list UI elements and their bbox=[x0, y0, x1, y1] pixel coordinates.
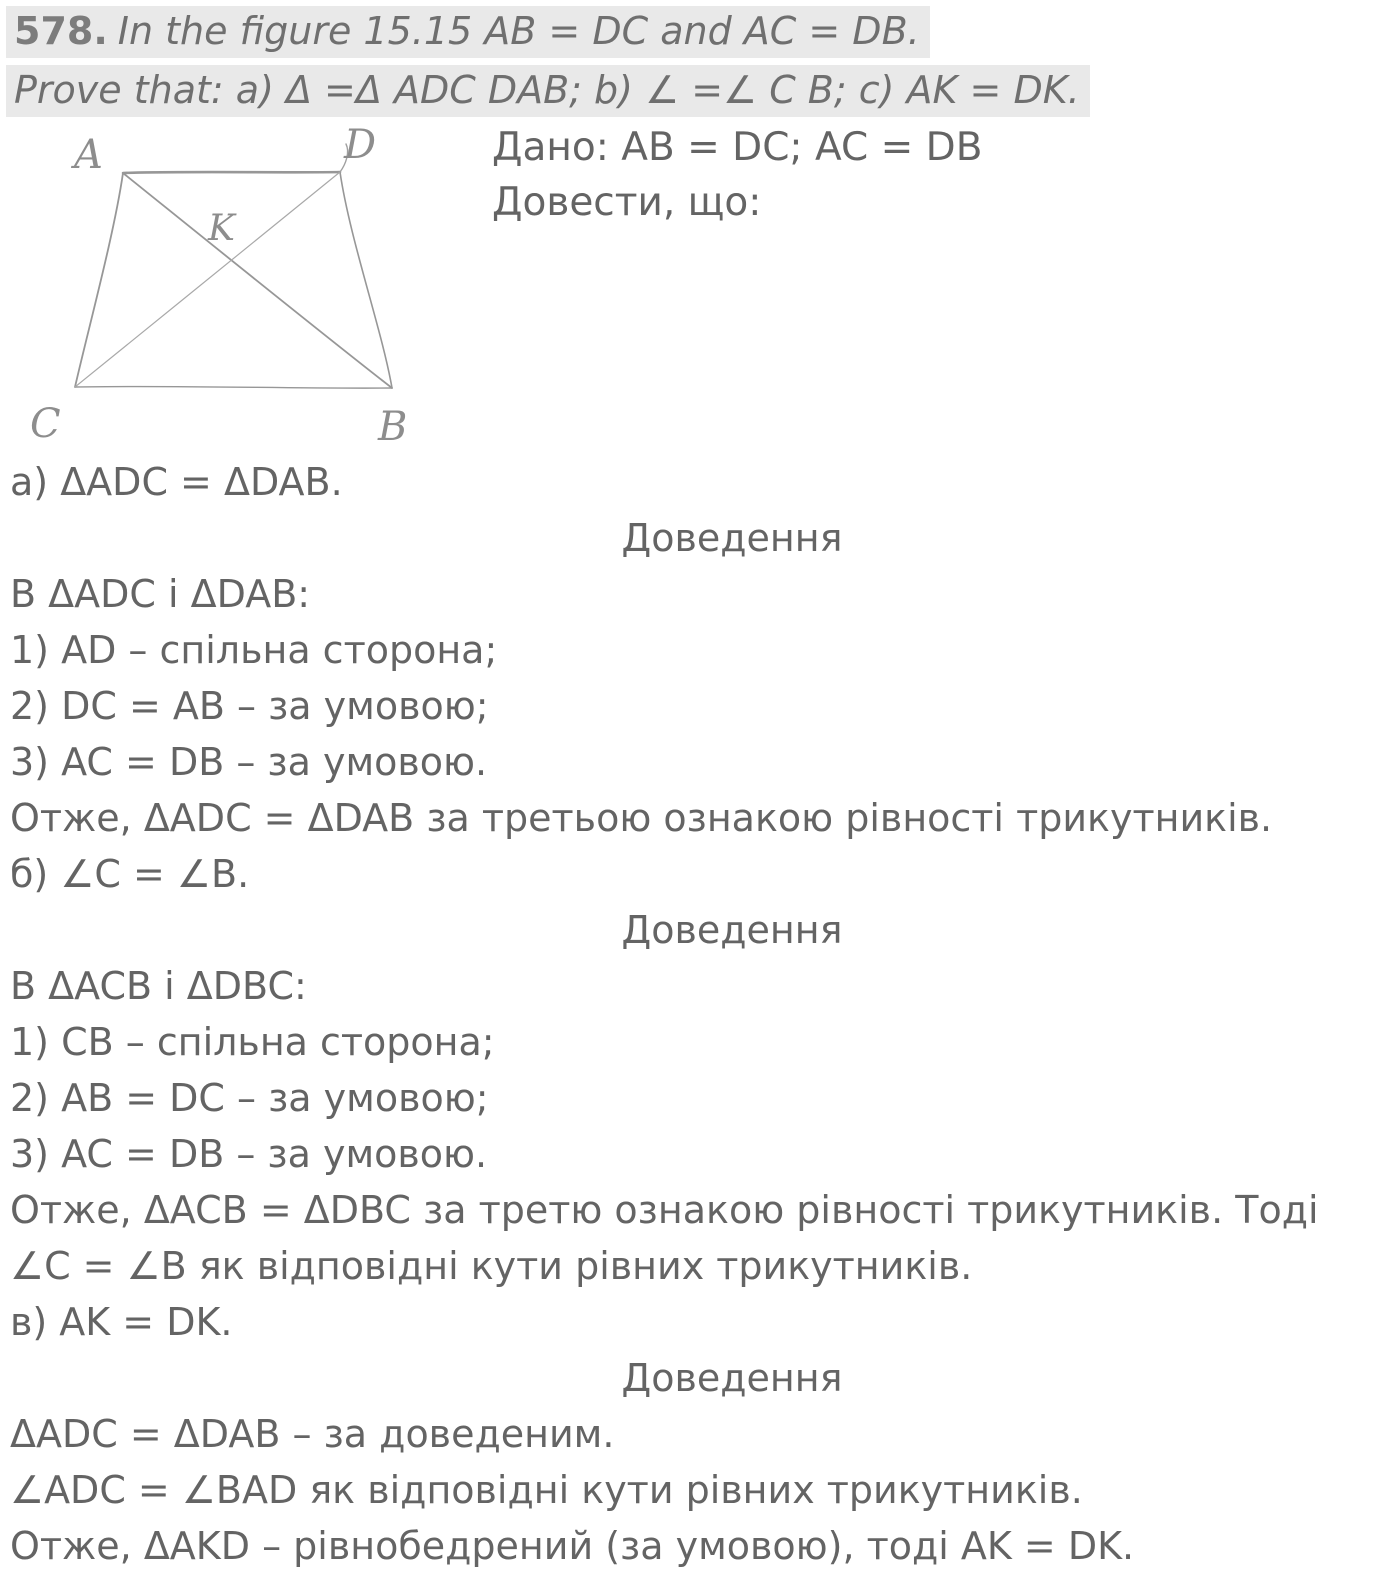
solution-line: а) ΔADC = ΔDAB. bbox=[10, 460, 343, 504]
solution-line: Отже, ΔADC = ΔDAB за третьою ознакою рівності трикутників. bbox=[10, 796, 1273, 840]
side-DB bbox=[340, 172, 392, 388]
solution-line: 2) DC = AB – за умовою; bbox=[10, 684, 489, 728]
solution-line: ∠C = ∠B як відповідні кути рівних трикутників. bbox=[10, 1244, 973, 1288]
proof-heading: Доведення bbox=[621, 516, 843, 560]
intersection-label-K: K bbox=[208, 208, 235, 249]
solution-line: 1) CB – спільна сторона; bbox=[10, 1020, 495, 1064]
vertex-label-A: A bbox=[74, 132, 103, 178]
solution-line: Отже, ΔACB = ΔDBC за третю ознакою рівності трикутників. Тоді bbox=[10, 1188, 1319, 1232]
problem-statement-line1 bbox=[6, 6, 930, 58]
geometry-figure bbox=[20, 108, 440, 453]
proof-heading: Доведення bbox=[621, 1356, 843, 1400]
given-block bbox=[492, 120, 982, 230]
problem-number: 578. bbox=[14, 9, 108, 53]
solution-text bbox=[10, 454, 1378, 1574]
vertex-label-B: B bbox=[378, 404, 408, 450]
problem-statement-line2: Prove that: a) Δ =Δ ADC DAB; b) ∠ =∠ C B; c) AK = DK. bbox=[6, 65, 1090, 117]
solution-line: В ΔACB і ΔDBC: bbox=[10, 964, 307, 1008]
solution-line: б) ∠C = ∠B. bbox=[10, 852, 250, 896]
problem-text-line1: In the figure 15.15 AB = DC and AC = DB. bbox=[117, 9, 920, 53]
solution-line: Отже, ΔAKD – рівнобедрений (за умовою), тоді AK = DK. bbox=[10, 1524, 1135, 1568]
solution-line: ∠ADC = ∠BAD як відповідні кути рівних трикутників. bbox=[10, 1468, 1083, 1512]
solution-line: 3) AC = DB – за умовою. bbox=[10, 740, 488, 784]
diagonal-CD bbox=[75, 172, 340, 387]
proof-heading: Доведення bbox=[621, 908, 843, 952]
given-line: Дано: AB = DC; AC = DB bbox=[492, 125, 983, 170]
solution-line: 2) AB = DC – за умовою; bbox=[10, 1076, 489, 1120]
solution-line: В ΔADC і ΔDAB: bbox=[10, 572, 311, 616]
diagonal-AB bbox=[123, 173, 392, 388]
side-AD bbox=[123, 172, 340, 173]
problem-statement bbox=[6, 6, 1090, 124]
vertex-label-D: D bbox=[344, 122, 377, 168]
side-AC bbox=[75, 173, 123, 387]
solution-line: 1) AD – спільна сторона; bbox=[10, 628, 498, 672]
side-CB bbox=[75, 386, 392, 388]
solution-line: ΔADC = ΔDAB – за доведеним. bbox=[10, 1412, 615, 1456]
solution-line: 3) AC = DB – за умовою. bbox=[10, 1132, 488, 1176]
solution-line: в) AK = DK. bbox=[10, 1300, 233, 1344]
vertex-label-C: C bbox=[30, 401, 61, 447]
prove-line: Довести, що: bbox=[492, 180, 762, 225]
